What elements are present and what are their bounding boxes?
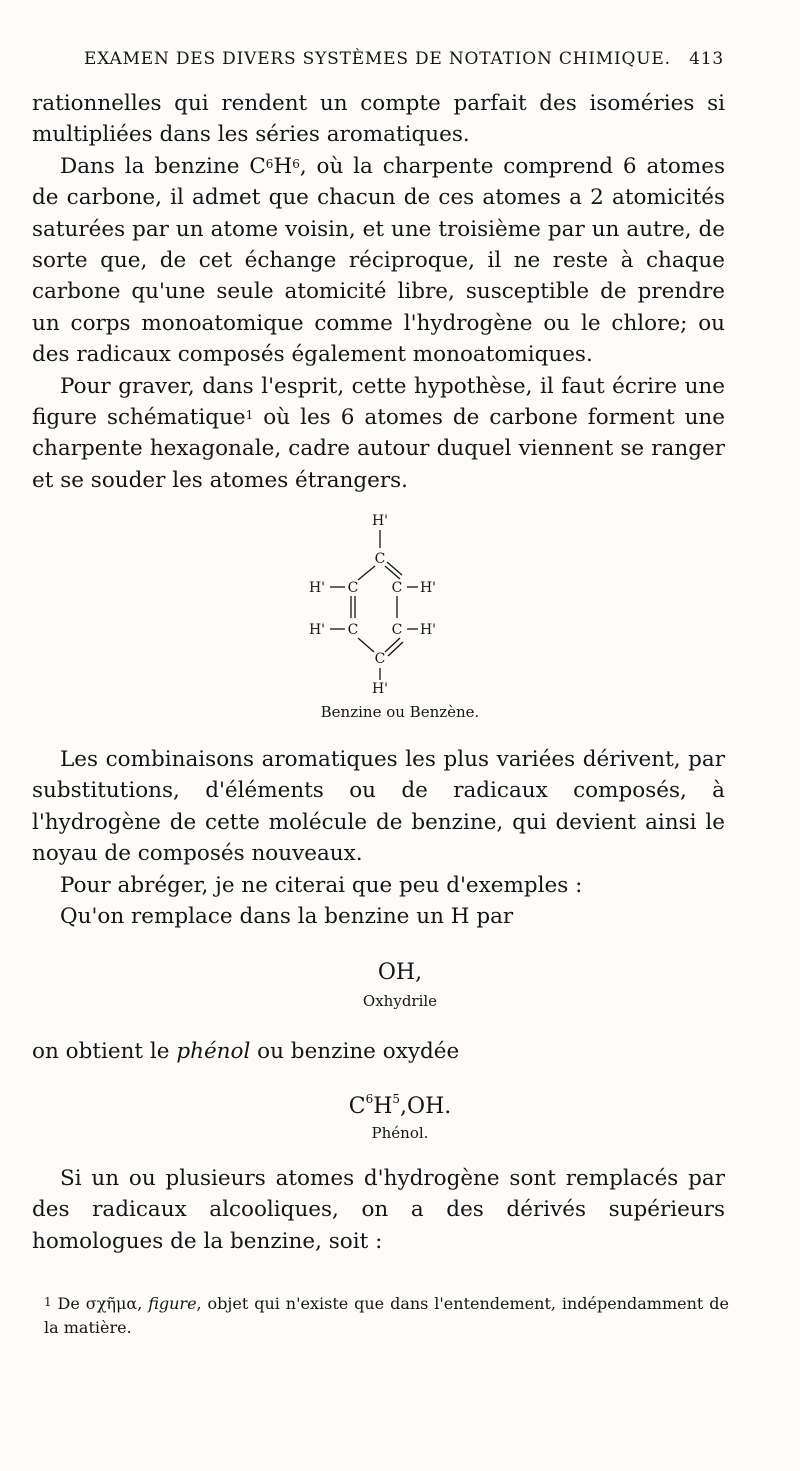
- text-block-middle: [32, 744, 725, 932]
- figure-caption: Benzine ou Benzène.: [320, 703, 480, 721]
- footnote-mark: 1: [44, 1295, 52, 1309]
- footnote: $^1$ De σχῆμα, figure, objet qui n'existe que dans l'entendement, indépendamment de la matière.: [44, 1294, 729, 1337]
- benzene-structure-diagram: [290, 508, 470, 698]
- atom-c-lower-left: C: [347, 622, 359, 638]
- text-block-top: [32, 88, 725, 496]
- atom-h-lower-left: H': [308, 622, 326, 638]
- paragraph-phenol: on obtient le phénol ou benzine oxydée: [32, 1039, 460, 1064]
- atom-c-top: C: [374, 551, 386, 567]
- text-block-bottom: [32, 1163, 725, 1257]
- footnote-ref: 1: [245, 408, 254, 423]
- paragraph-continuation: rationnelles qui rendent un compte parfait des isoméries si multipliées dans les séries aromatiques.: [32, 91, 725, 148]
- formula-phenol-label: Phénol.: [371, 1124, 429, 1142]
- running-header: [84, 49, 724, 69]
- paragraph-examples: Pour abréger, je ne citerai que peu d'exemples :: [60, 872, 583, 898]
- atom-h-upper-left: H': [308, 580, 326, 596]
- paragraph-figure-intro: Pour graver, dans l'esprit, cette hypothèse, il faut écrire une figure schématique$^1$ où les 6 atomes de carbone forment une charpente hexagonale, cadre autour duquel viennent se ranger et se souder les atomes étrangers.: [32, 373, 725, 493]
- running-title: EXAMEN DES DIVERS SYSTÈMES DE NOTATION CHIMIQUE.: [84, 49, 671, 69]
- paragraph-benzine: Dans la benzine $C^6H^6$, où la charpente comprend 6 atomes de carbone, il admet que chacun de ces atomes a 2 atomicités saturées par un atome voisin, et une troisième par un autre, de sorte que, de cet échange réciproque, il ne reste à chaque carbone qu'une seule atomicité libre, susceptible de prendre un corps monoatomique comme l'hydrogène ou le chlore; ou des radicaux composés également monoatomiques.: [32, 153, 725, 368]
- paragraph-homologues: Si un ou plusieurs atomes d'hydrogène sont remplacés par des radicaux alcooliques, on a des dérivés supérieurs homologues de la benzine, soit :: [32, 1166, 725, 1254]
- formula-phenol: $C^6H^5,OH$.: [348, 1092, 452, 1119]
- atom-c-upper-right: C: [391, 580, 403, 596]
- text-block-phenol: [32, 1036, 725, 1067]
- atom-c-bottom: C: [374, 651, 386, 667]
- footnote-greek: σχῆμα,: [85, 1294, 143, 1313]
- paragraph-replace: Qu'on remplace dans la benzine un H par: [60, 904, 514, 930]
- atom-h-top: H': [371, 513, 389, 529]
- atom-h-bottom: H': [371, 681, 389, 697]
- atom-h-lower-right: H': [419, 622, 437, 638]
- formula-oxhydrile: OH,: [377, 960, 423, 985]
- atom-c-lower-right: C: [391, 622, 403, 638]
- page-number: 413: [689, 49, 724, 69]
- paragraph-combinations: Les combinaisons aromatiques les plus variées dérivent, par substitutions, d'éléments ou de radicaux composés, à l'hydrogène de cette molécule de benzine, qui devient ainsi le noyau de composés nouveaux.: [32, 747, 725, 867]
- formula-oxhydrile-label: Oxhydrile: [362, 992, 438, 1010]
- atom-c-upper-left: C: [347, 580, 359, 596]
- atom-h-upper-right: H': [419, 580, 437, 596]
